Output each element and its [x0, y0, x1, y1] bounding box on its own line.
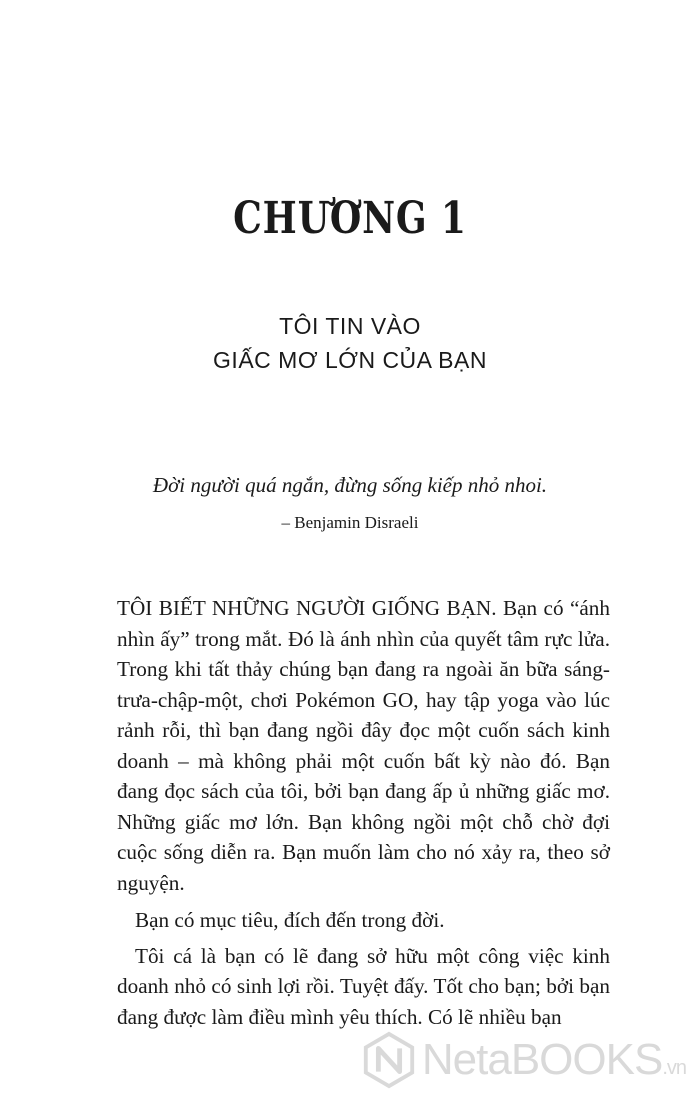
chapter-subtitle-line2: GIẤC MƠ LỚN CỦA BẠN — [213, 347, 487, 373]
paragraph-3: Tôi cá là bạn có lẽ đang sở hữu một công việc kinh doanh nhỏ có sinh lợi rồi. Tuyệt đấy. Tốt cho bạn; bởi bạn đang được làm điều mình yêu thích. Có lẽ nhiều bạn — [117, 943, 610, 1029]
chapter-title: CHƯƠNG 1 — [233, 193, 467, 244]
watermark-suffix: .vn — [662, 1057, 686, 1079]
watermark — [360, 1031, 686, 1089]
epigraph-author: – Benjamin Disraeli — [281, 513, 419, 532]
chapter-subtitle-line1: TÔI TIN VÀO — [279, 313, 421, 339]
watermark-brand: NetaBOOKS.vn — [421, 1035, 686, 1084]
paragraph-2: Bạn có mục tiêu, đích đến trong đời. — [135, 908, 445, 932]
netabooks-logo-icon — [360, 1031, 418, 1089]
paragraph-1: TÔI BIẾT NHỮNG NGƯỜI GIỐNG BẠN. Bạn có “ánh nhìn ấy” trong mắt. Đó là ánh nhìn của quyết tâm rực lửa. Trong khi tất thảy chúng bạn đang ra ngoài ăn bữa sáng-trưa-chập-một, chơi Pokémon GO, hay tập yoga vào lúc rảnh rỗi, thì bạn đang ngồi đây đọc một cuốn sách kinh doanh – mà không phải một cuốn bất kỳ nào đó. Bạn đang đọc sách của tôi, bởi bạn đang ấp ủ những giấc mơ. Những giấc mơ lớn. Bạn không ngồi một chỗ chờ đợi cuộc sống diễn ra. Bạn muốn làm cho nó xảy ra, theo sở nguyện. — [117, 596, 610, 895]
body-text — [117, 593, 610, 1037]
epigraph-quote: Đời người quá ngắn, đừng sống kiếp nhỏ nhoi. — [152, 473, 548, 497]
